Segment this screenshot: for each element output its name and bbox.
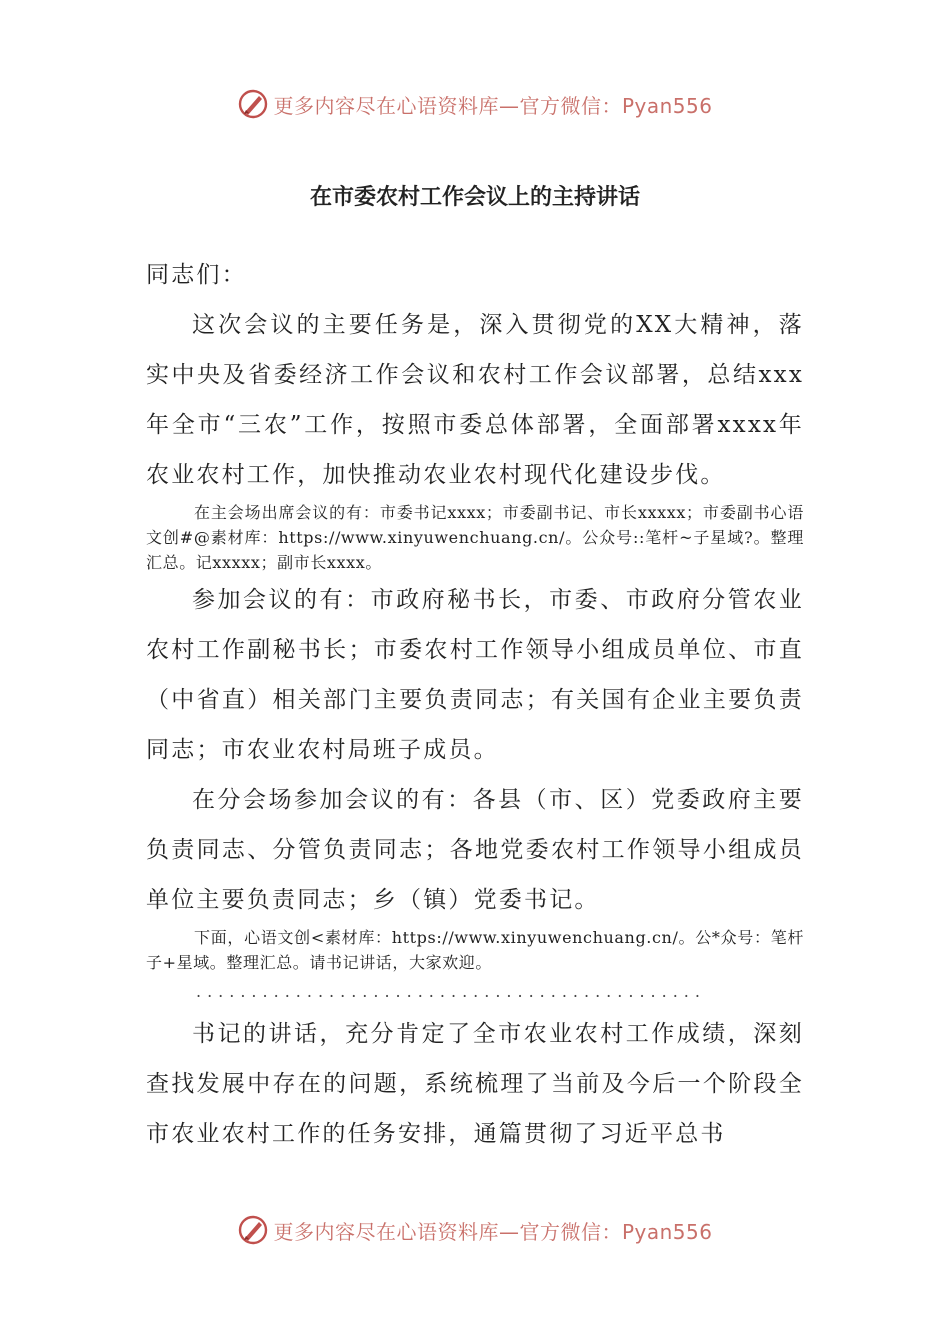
paragraph-2: 参加会议的有：市政府秘书长，市委、市政府分管农业农村工作副秘书长；市委农村工作领导小组成员单位、市直（中省直）相关部门主要负责同志；有关国有企业主要负责同志；市农业农村局班子成员。: [146, 587, 804, 763]
greeting: 同志们：: [146, 262, 247, 288]
note-2: 下面，心语文创<素材库：https://www.xinyuwenchuang.cn/。公*众号：笔杆子+星域。整理汇总。请书记讲话，大家欢迎。: [146, 928, 804, 972]
watermark-text: 更多内容尽在心语资料库—官方微信：Pyan556: [273, 1219, 713, 1244]
paragraph-1: 这次会议的主要任务是，深入贯彻党的XX大精神，落实中央及省委经济工作会议和农村工作会议部署，总结xxx年全市“三农”工作，按照市委总体部署，全面部署xxxx年农业农村工作，加快推动农业农村现代化建设步伐。: [146, 312, 804, 488]
pen-seal-icon: [237, 1214, 269, 1246]
paragraph-4: 书记的讲话，充分肯定了全市农业农村工作成绩，深刻查找发展中存在的问题，系统梳理了当前及今后一个阶段全市农业农村工作的任务安排，通篇贯彻了习近平总书: [146, 1021, 804, 1147]
note-1: 在主会场出席会议的有：市委书记xxxx；市委副书记、市长xxxxx；市委副书心语文创#@素材库：https://www.xinyuwenchuang.cn/。公众号::笔杆~子星域?。整理汇总。记xxxxx；副市长xxxx。: [146, 503, 804, 572]
pen-seal-icon: [237, 88, 269, 120]
watermark-text: 更多内容尽在心语资料库—官方微信：Pyan556: [273, 93, 713, 118]
document-body: [146, 250, 804, 1159]
page-title: 在市委农村工作会议上的主持讲话: [309, 185, 640, 210]
footer-watermark: [0, 1210, 950, 1250]
ellipsis-separator: ..............................................: [196, 982, 706, 1001]
header-watermark: [0, 84, 950, 124]
paragraph-3: 在分会场参加会议的有：各县（市、区）党委政府主要负责同志、分管负责同志；各地党委农村工作领导小组成员单位主要负责同志；乡（镇）党委书记。: [146, 787, 804, 913]
